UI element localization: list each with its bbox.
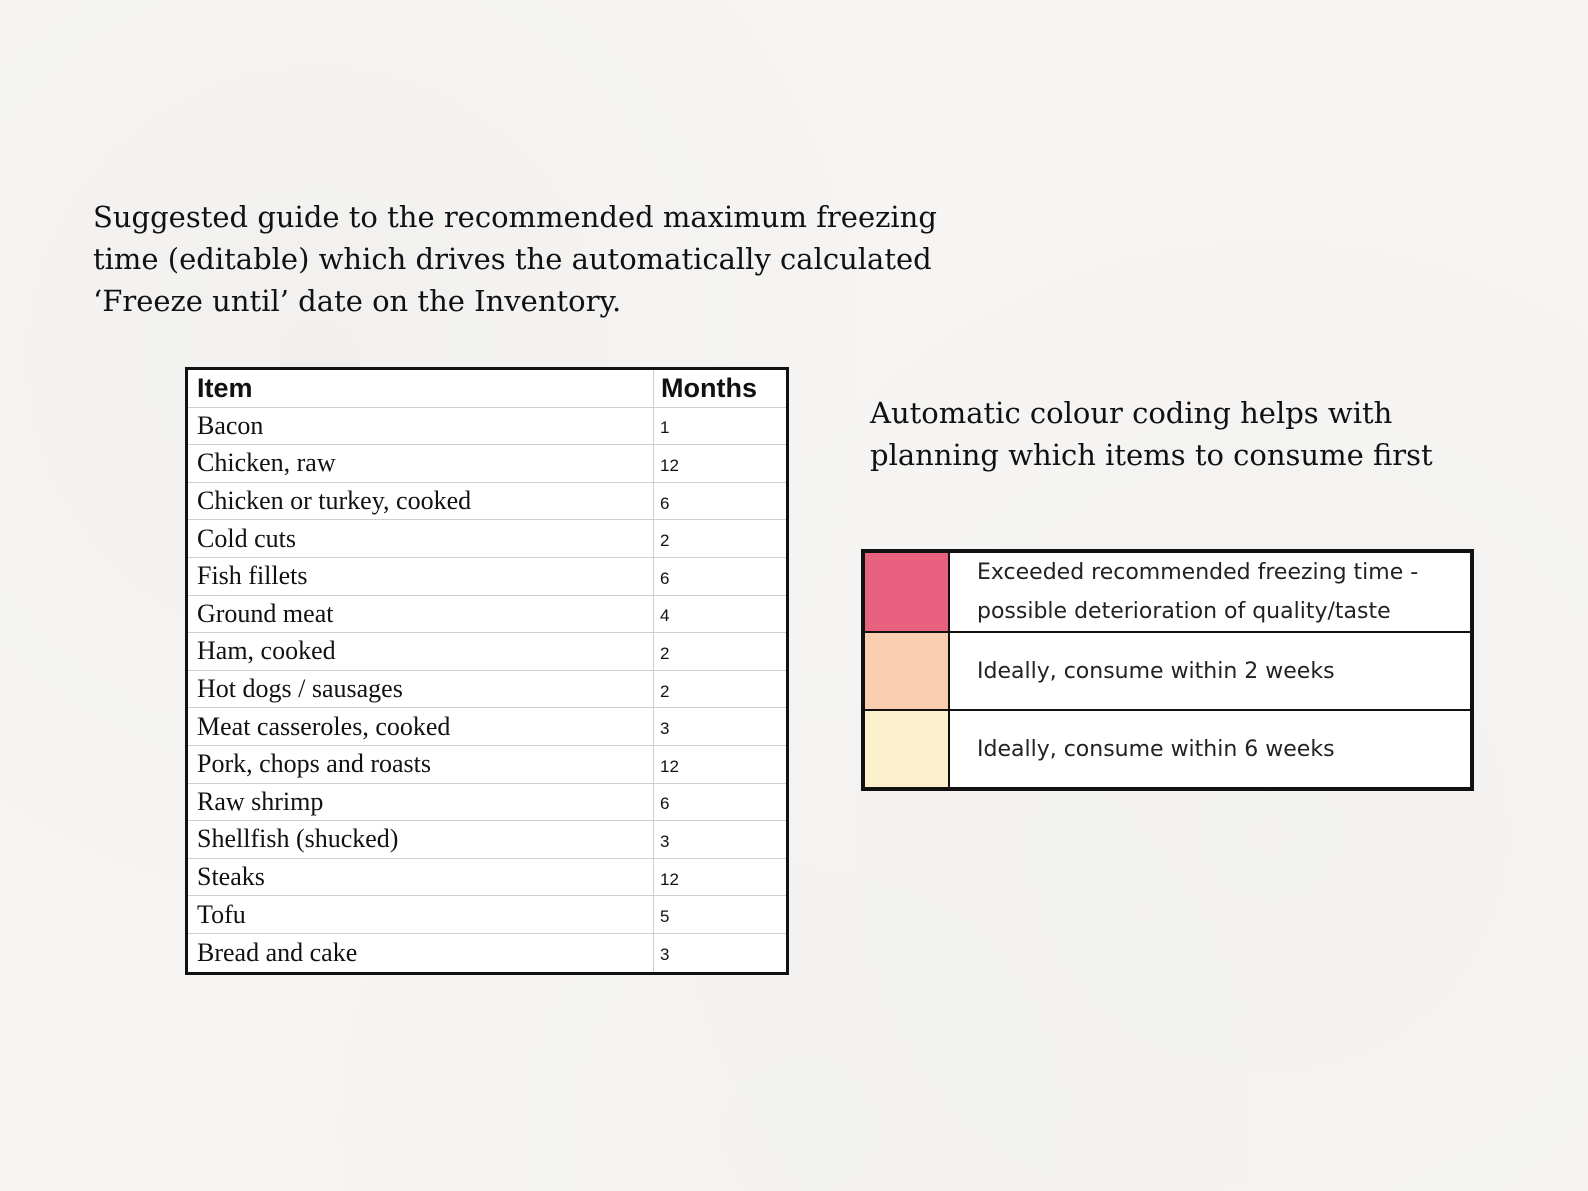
table-row [188, 934, 786, 972]
item-cell[interactable]: Tofu [188, 896, 654, 933]
item-cell[interactable]: Steaks [188, 859, 654, 896]
legend-swatch-exceeded [865, 553, 950, 631]
item-cell[interactable]: Chicken, raw [188, 445, 654, 482]
months-cell[interactable]: 12 [660, 756, 679, 776]
intro-line: ‘Freeze until’ date on the Inventory. [93, 284, 622, 318]
table-row [188, 596, 786, 634]
intro-line: time (editable) which drives the automatically calculated [93, 242, 932, 276]
item-cell[interactable]: Pork, chops and roasts [188, 746, 654, 783]
table-row [188, 671, 786, 709]
months-cell[interactable]: 3 [660, 831, 670, 851]
legend-caption [870, 392, 1570, 476]
legend-row-six-weeks [865, 711, 1470, 787]
table-row [188, 558, 786, 596]
table-row [188, 445, 786, 483]
legend-text [950, 633, 1470, 709]
item-cell[interactable]: Meat casseroles, cooked [188, 708, 654, 745]
legend-row-exceeded [865, 553, 1470, 633]
table-row [188, 746, 786, 784]
table-row [188, 708, 786, 746]
header-months: Months [661, 372, 757, 403]
legend-text-line: Exceeded recommended freezing time - [977, 560, 1419, 585]
freezing-guide-table [185, 367, 789, 975]
legend-text-line: Ideally, consume within 6 weeks [977, 736, 1335, 762]
legend-caption-line: Automatic colour coding helps with [870, 396, 1393, 430]
months-cell[interactable]: 4 [660, 606, 670, 626]
legend-text-line: possible deterioration of quality/taste [977, 599, 1391, 624]
months-cell[interactable]: 3 [660, 945, 670, 965]
table-row [188, 483, 786, 521]
months-cell[interactable]: 1 [660, 418, 670, 438]
months-cell[interactable]: 12 [660, 869, 679, 889]
legend-text [950, 553, 1470, 631]
legend-caption-line: planning which items to consume first [870, 438, 1433, 472]
item-cell[interactable]: Bread and cake [188, 934, 654, 972]
legend-swatch-six-weeks [865, 711, 950, 787]
months-cell[interactable]: 6 [660, 568, 670, 588]
months-cell[interactable]: 6 [660, 493, 670, 513]
months-cell[interactable]: 6 [660, 794, 670, 814]
table-row [188, 821, 786, 859]
months-cell[interactable]: 3 [660, 719, 670, 739]
legend-row-two-weeks [865, 633, 1470, 711]
colour-legend [861, 549, 1474, 791]
legend-text-line: Ideally, consume within 2 weeks [977, 658, 1335, 684]
table-row [188, 408, 786, 446]
table-row [188, 784, 786, 822]
table-row [188, 859, 786, 897]
item-cell[interactable]: Raw shrimp [188, 784, 654, 821]
intro-line: Suggested guide to the recommended maximum freezing [93, 200, 937, 234]
item-cell[interactable]: Bacon [188, 408, 654, 445]
header-item: Item [188, 370, 654, 407]
table-row [188, 896, 786, 934]
item-cell[interactable]: Chicken or turkey, cooked [188, 483, 654, 520]
item-cell[interactable]: Ham, cooked [188, 633, 654, 670]
item-cell[interactable]: Cold cuts [188, 520, 654, 557]
months-cell[interactable]: 5 [660, 907, 670, 927]
months-cell[interactable]: 12 [660, 455, 679, 475]
item-cell[interactable]: Hot dogs / sausages [188, 671, 654, 708]
table-row [188, 520, 786, 558]
months-cell[interactable]: 2 [660, 681, 670, 701]
legend-text [950, 711, 1470, 787]
item-cell[interactable]: Fish fillets [188, 558, 654, 595]
months-cell[interactable]: 2 [660, 643, 670, 663]
legend-swatch-two-weeks [865, 633, 950, 709]
intro-text [93, 196, 1023, 322]
table-header-row [188, 370, 786, 408]
item-cell[interactable]: Shellfish (shucked) [188, 821, 654, 858]
table-row [188, 633, 786, 671]
months-cell[interactable]: 2 [660, 531, 670, 551]
item-cell[interactable]: Ground meat [188, 596, 654, 633]
